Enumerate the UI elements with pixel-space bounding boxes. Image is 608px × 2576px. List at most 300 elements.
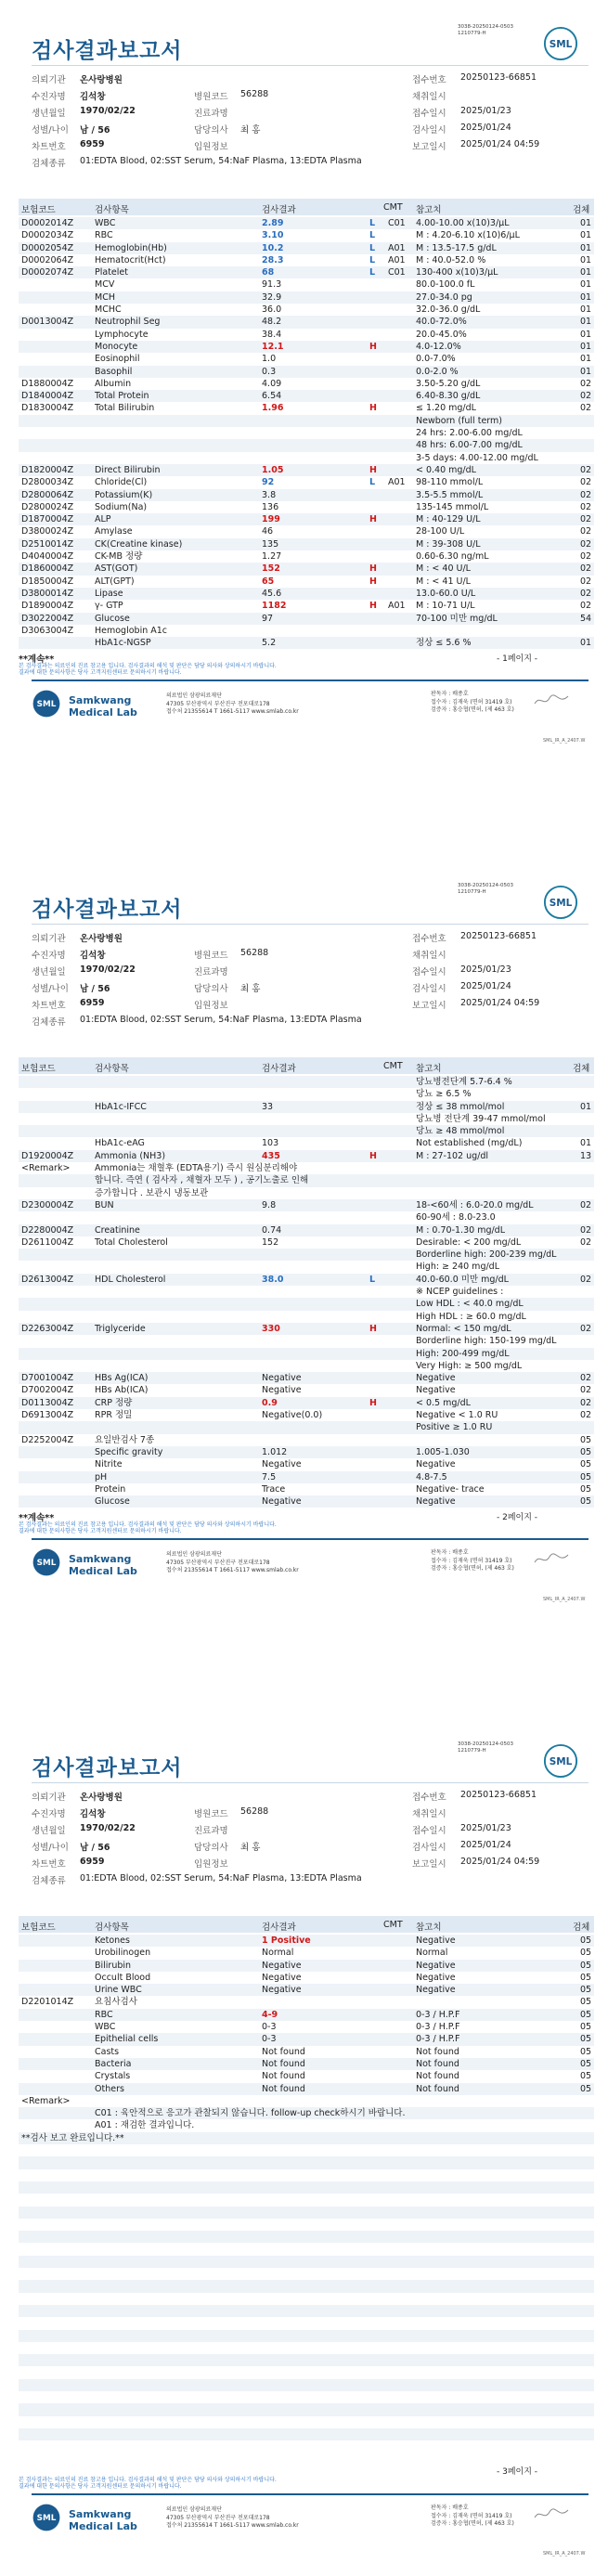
specimen-code: 05 bbox=[580, 1483, 592, 1495]
test-result: Negative bbox=[262, 1496, 302, 1508]
patient-info bbox=[32, 931, 589, 1033]
test-result: 152 bbox=[262, 1236, 279, 1248]
divider bbox=[32, 680, 589, 681]
test-item: Direct Bilirubin bbox=[95, 464, 161, 475]
receipt-date-value: 2025/01/23 bbox=[460, 1823, 511, 1833]
table-row bbox=[19, 1360, 594, 1372]
table-row bbox=[19, 1935, 594, 1947]
test-result: 2.89 bbox=[262, 218, 284, 228]
table-row bbox=[19, 242, 594, 254]
table-row bbox=[19, 390, 594, 402]
specimen-code: 01 bbox=[580, 1138, 592, 1149]
reference-range: 1.005-1.030 bbox=[416, 1446, 470, 1457]
table-row bbox=[19, 1471, 594, 1483]
sign-line-1: 판독자 : 배종호 bbox=[431, 2505, 469, 2511]
ward-label: 입원정보 bbox=[194, 1859, 228, 1870]
document-id: SML_IR_A_2407.W bbox=[543, 738, 586, 744]
signatories bbox=[431, 2505, 514, 2529]
reference-range: 당뇨 ≥ 6.5 % bbox=[416, 1089, 472, 1100]
chart-value: 56288 bbox=[240, 89, 269, 99]
insurance-code: <Remark> bbox=[21, 2095, 71, 2106]
page-number: - 3페이지 - bbox=[497, 2467, 538, 2477]
table-row bbox=[19, 538, 594, 550]
signatories bbox=[431, 691, 514, 715]
reference-range: 0.0-2.0 % bbox=[416, 366, 459, 377]
specimen-code: 05 bbox=[580, 1459, 592, 1470]
insurance-code: D2510014Z bbox=[21, 538, 74, 550]
specimen-code: 01 bbox=[580, 366, 592, 377]
specimen-code: 02 bbox=[580, 391, 592, 402]
receipt-date-value: 2025/01/23 bbox=[460, 964, 511, 975]
test-item: Basophil bbox=[95, 366, 133, 377]
specimen-code: 02 bbox=[580, 514, 592, 525]
sml-logo-icon bbox=[32, 1547, 61, 1577]
table-row bbox=[19, 525, 594, 537]
test-result: 38.4 bbox=[262, 329, 282, 340]
reference-range: 0-3 / H.P.F bbox=[416, 2022, 460, 2033]
reference-range: 정상 ≤ 38 mmol/mol bbox=[416, 1101, 505, 1112]
specimen-value: 01:EDTA Blood, 02:SST Serum, 54:NaF Plasma, 13:EDTA Plasma bbox=[80, 1015, 362, 1025]
reference-range: Not found bbox=[416, 2046, 459, 2057]
col-unit: 검체 bbox=[573, 205, 590, 215]
footer-logo-text: SML bbox=[36, 1559, 57, 1569]
test-item: Bacteria bbox=[95, 2058, 132, 2069]
org-value: 온사랑병원 bbox=[80, 75, 123, 85]
reference-range: Normal bbox=[416, 1948, 448, 1959]
table-row bbox=[19, 2132, 594, 2144]
reference-range: 정상 ≤ 5.6 % bbox=[416, 638, 472, 649]
test-result: 1 Positive bbox=[262, 1935, 311, 1946]
receipt-date-label: 접수일시 bbox=[412, 967, 446, 977]
test-date-label: 검사일시 bbox=[412, 984, 446, 994]
patient-label: 수진자명 bbox=[32, 1809, 66, 1819]
insurance-code: D7002004Z bbox=[21, 1385, 74, 1396]
reference-range: Borderline high: 200-239 mg/dL bbox=[416, 1249, 557, 1261]
report-date-label: 보고일시 bbox=[412, 1001, 446, 1011]
table-row bbox=[19, 2317, 594, 2329]
table-row bbox=[19, 353, 594, 365]
test-item: MCV bbox=[95, 279, 115, 291]
insurance-code: D1830004Z bbox=[21, 403, 74, 414]
test-item: Hemoglobin(Hb) bbox=[95, 242, 167, 253]
sex-value: 남 / 56 bbox=[80, 1843, 110, 1853]
table-row bbox=[19, 378, 594, 390]
reference-range: 70-100 미만 mg/dL bbox=[416, 613, 498, 624]
table-row bbox=[19, 2083, 594, 2095]
sign-line-3: 검증자 : 홍승협(면허, (제 463 호) bbox=[431, 2520, 514, 2527]
test-item: Ketones bbox=[95, 1935, 130, 1946]
table-row bbox=[19, 550, 594, 563]
reference-range: M : 40-129 U/L bbox=[416, 514, 481, 525]
collect-label: 채취일시 bbox=[412, 1809, 446, 1819]
test-item: Glucose bbox=[95, 613, 130, 624]
reference-range: 18-<60세 : 6.0-20.0 mg/dL bbox=[416, 1199, 534, 1210]
sign-line-2: 접수자 : 김재욱 (면허 31419 호) bbox=[431, 698, 512, 705]
table-row bbox=[19, 304, 594, 316]
table-row bbox=[19, 1335, 594, 1347]
reference-range: M : 40.0-52.0 % bbox=[416, 254, 486, 265]
test-result: Negative bbox=[262, 1960, 302, 1971]
insurance-code: D4040004Z bbox=[21, 551, 74, 563]
receipt-no-value: 20250123-66851 bbox=[460, 931, 537, 941]
results-table bbox=[19, 1076, 594, 1508]
insurance-code: D1840004Z bbox=[21, 391, 74, 402]
table-row bbox=[19, 1286, 594, 1298]
reference-range: Negative bbox=[416, 1985, 456, 1996]
document-id: SML_IR_A_2407.W bbox=[543, 2551, 586, 2557]
specimen-code: 02 bbox=[580, 1274, 592, 1285]
test-result: 4.09 bbox=[262, 378, 282, 389]
table-row bbox=[19, 2231, 594, 2243]
brand-line-1: Samkwang bbox=[69, 2508, 132, 2520]
insurance-code: D1920004Z bbox=[21, 1150, 74, 1161]
sign-line-1: 판독자 : 배종호 bbox=[431, 691, 469, 697]
test-result: 0-3 bbox=[262, 2034, 277, 2045]
specimen-code: 01 bbox=[580, 638, 592, 649]
test-item: ALP bbox=[95, 514, 111, 525]
test-item: 요침사검사 bbox=[95, 1997, 137, 2008]
report-date-label: 보고일시 bbox=[412, 142, 446, 152]
table-row bbox=[19, 229, 594, 241]
test-result: 45.6 bbox=[262, 588, 282, 599]
results-table bbox=[19, 217, 594, 649]
table-row bbox=[19, 1984, 594, 1996]
specimen-label: 검체종류 bbox=[32, 1017, 66, 1028]
footnote: 본 검사결과는 의료인의 진료 참고용 입니다. 검사결과의 해석 및 판단은 담당 의사와 상의하시기 바랍니다. 결과에 대한 문의사항은 당사 고객지원센터로 문의하시기 바랍니다. bbox=[19, 1521, 277, 1534]
table-row bbox=[19, 1446, 594, 1458]
chartno-value: 6959 bbox=[80, 139, 105, 149]
receipt-date-value: 2025/01/23 bbox=[460, 106, 511, 116]
insurance-code: D1850004Z bbox=[21, 576, 74, 587]
test-result: Trace bbox=[262, 1483, 286, 1495]
insurance-code: D0002034Z bbox=[21, 230, 74, 241]
table-row bbox=[19, 489, 594, 501]
col-result: 검사결과 bbox=[262, 1922, 296, 1933]
test-result: 0.74 bbox=[262, 1224, 282, 1236]
table-row bbox=[19, 2021, 594, 2033]
table-row bbox=[19, 254, 594, 266]
specimen-code: 01 bbox=[580, 267, 592, 278]
specimen-code: 02 bbox=[580, 551, 592, 563]
sex-label: 성별/나이 bbox=[32, 125, 69, 136]
table-row bbox=[19, 1088, 594, 1100]
reference-range: ≤ 1.20 mg/dL bbox=[416, 403, 476, 414]
test-item: Urobilinogen bbox=[95, 1948, 151, 1959]
reference-range: 27.0-34.0 pg bbox=[416, 291, 472, 303]
insurance-code: D2613004Z bbox=[21, 1274, 74, 1285]
table-row bbox=[19, 217, 594, 229]
test-item: Hemoglobin A1c bbox=[95, 625, 168, 636]
test-result: 65 bbox=[262, 576, 275, 587]
reference-range: 32.0-36.0 g/dL bbox=[416, 304, 481, 316]
specimen-code: 01 bbox=[580, 230, 592, 241]
continued-mark: **계속** bbox=[19, 654, 55, 665]
test-date-label: 검사일시 bbox=[412, 125, 446, 136]
doctor-value: 최 홍 bbox=[240, 984, 261, 994]
reference-range: High: ≥ 240 mg/dL bbox=[416, 1262, 499, 1273]
insurance-code: D3800024Z bbox=[21, 526, 74, 537]
insurance-code: D2201014Z bbox=[21, 1997, 74, 2008]
reference-range: Negative bbox=[416, 1960, 456, 1971]
test-result: Not found bbox=[262, 2058, 305, 2069]
insurance-code: **검사 보고 완료입니다.** bbox=[21, 2132, 124, 2143]
table-row bbox=[19, 1125, 594, 1137]
table-row bbox=[19, 2366, 594, 2378]
result-flag: H bbox=[369, 1397, 377, 1408]
org-label: 의뢰기관 bbox=[32, 75, 66, 85]
collect-label: 채취일시 bbox=[412, 92, 446, 102]
reference-range: 98-110 mmol/L bbox=[416, 477, 484, 488]
test-item: RBC bbox=[95, 2009, 113, 2020]
report-title: 검사결과보고서 bbox=[32, 898, 183, 922]
test-item: CK-MB 정량 bbox=[95, 551, 143, 563]
receipt-date-label: 접수일시 bbox=[412, 109, 446, 119]
document-id: SML_IR_A_2407.W bbox=[543, 1597, 586, 1602]
test-result: 135 bbox=[262, 538, 279, 550]
test-result: 3.8 bbox=[262, 489, 277, 500]
reference-range: 135-145 mmol/L bbox=[416, 501, 489, 512]
table-row bbox=[19, 1483, 594, 1495]
specimen-code: 01 bbox=[580, 254, 592, 265]
specimen-code: 05 bbox=[580, 1496, 592, 1508]
test-result: 12.1 bbox=[262, 341, 284, 352]
reference-range: 당뇨병전단계 5.7-6.4 % bbox=[416, 1077, 512, 1087]
specimen-code: 01 bbox=[580, 341, 592, 352]
table-row bbox=[19, 2391, 594, 2403]
test-item: Neutrophil Seg bbox=[95, 317, 161, 328]
brand-line-1: Samkwang bbox=[69, 1553, 132, 1565]
test-result: 10.2 bbox=[262, 242, 284, 253]
reference-range: 0-3 / H.P.F bbox=[416, 2034, 460, 2045]
insurance-code: D1880004Z bbox=[21, 378, 74, 389]
report-page-2 bbox=[0, 859, 608, 1717]
table-row bbox=[19, 1323, 594, 1335]
specimen-code: 02 bbox=[580, 464, 592, 475]
dept-label: 진료과명 bbox=[194, 1826, 228, 1836]
reference-range: M : 39-308 U/L bbox=[416, 538, 481, 550]
reference-range: Low HDL : < 40.0 mg/dL bbox=[416, 1299, 524, 1310]
org-value: 온사랑병원 bbox=[80, 1793, 123, 1803]
test-date-value: 2025/01/24 bbox=[460, 1840, 511, 1850]
table-row bbox=[19, 1409, 594, 1421]
address bbox=[166, 693, 299, 717]
reference-range: M : 10-71 U/L bbox=[416, 601, 475, 612]
result-flag: L bbox=[369, 254, 376, 265]
specimen-value: 01:EDTA Blood, 02:SST Serum, 54:NaF Plasma, 13:EDTA Plasma bbox=[80, 1873, 362, 1883]
test-item: CK(Creatine kinase) bbox=[95, 538, 183, 550]
specimen-code: 02 bbox=[580, 588, 592, 599]
table-row bbox=[19, 1236, 594, 1249]
result-flag: L bbox=[369, 242, 376, 253]
table-row bbox=[19, 1298, 594, 1310]
table-row bbox=[19, 2268, 594, 2280]
test-item: C01 : 육안적으로 응고가 관찰되지 않습니다. follow-up check하시기 바랍니다. bbox=[95, 2108, 406, 2119]
table-row bbox=[19, 1434, 594, 1446]
org-label: 의뢰기관 bbox=[32, 1793, 66, 1803]
sml-logo-icon bbox=[32, 689, 61, 718]
table-row bbox=[19, 1960, 594, 1972]
reference-range: Negative- trace bbox=[416, 1483, 485, 1495]
test-item: CRP 정량 bbox=[95, 1397, 133, 1408]
specimen-code: 01 bbox=[580, 291, 592, 303]
test-item: Lipase bbox=[95, 588, 123, 599]
specimen-code: 02 bbox=[580, 1224, 592, 1236]
reference-range: M : 0.70-1.30 mg/dL bbox=[416, 1224, 505, 1236]
result-flag: H bbox=[369, 514, 377, 525]
patient-label: 수진자명 bbox=[32, 92, 66, 102]
receipt-no-label: 접수번호 bbox=[412, 75, 446, 85]
chart-value: 56288 bbox=[240, 948, 269, 958]
test-result: 0-3 bbox=[262, 2022, 277, 2033]
test-result: 152 bbox=[262, 563, 280, 575]
table-row bbox=[19, 637, 594, 649]
org-value: 온사랑병원 bbox=[80, 934, 123, 944]
footer-logo-text: SML bbox=[36, 700, 57, 710]
table-row bbox=[19, 2033, 594, 2045]
table-row bbox=[19, 2403, 594, 2415]
result-flag: L bbox=[369, 218, 376, 228]
table-row bbox=[19, 476, 594, 488]
test-result: 46 bbox=[262, 526, 274, 537]
sign-line-2: 접수자 : 김재욱 (면허 31419 호) bbox=[431, 1557, 512, 1564]
col-unit: 검체 bbox=[573, 1064, 590, 1074]
table-row bbox=[19, 2354, 594, 2366]
table-row bbox=[19, 1076, 594, 1088]
table-row bbox=[19, 1249, 594, 1261]
comment-code: A01 bbox=[388, 242, 406, 253]
test-result: 4-9 bbox=[262, 2009, 278, 2020]
test-item: A01 : 재검한 결과입니다. bbox=[95, 2120, 195, 2131]
table-row bbox=[19, 1224, 594, 1236]
reference-range: 40.0-60.0 미만 mg/dL bbox=[416, 1274, 509, 1285]
col-code: 보험코드 bbox=[21, 205, 56, 215]
test-result: Negative bbox=[262, 1373, 302, 1384]
insurance-code: D0002014Z bbox=[21, 218, 74, 228]
specimen-code: 01 bbox=[580, 329, 592, 340]
specimen-code: 01 bbox=[580, 317, 592, 328]
test-result: 1.012 bbox=[262, 1446, 288, 1457]
report-page-3 bbox=[0, 1717, 608, 2576]
receipt-no-label: 접수번호 bbox=[412, 934, 446, 944]
patient-info bbox=[32, 1790, 589, 1892]
footnote: 본 검사결과는 의료인의 진료 참고용 입니다. 검사결과의 해석 및 판단은 담당 의사와 상의하시기 바랍니다. 결과에 대한 문의사항은 당사 고객지원센터로 문의하시기 바랍니다. bbox=[19, 663, 277, 676]
table-row bbox=[19, 2046, 594, 2058]
collect-label: 채취일시 bbox=[412, 951, 446, 961]
sml-logo-icon bbox=[32, 2503, 61, 2532]
insurance-code: D1890004Z bbox=[21, 601, 74, 612]
insurance-code: D7001004Z bbox=[21, 1373, 74, 1384]
test-item: Bilirubin bbox=[95, 1960, 132, 1971]
specimen-code: 01 bbox=[580, 304, 592, 316]
reference-range: High: 200-499 mg/dL bbox=[416, 1348, 510, 1359]
test-result: 0.3 bbox=[262, 366, 277, 377]
insurance-code: D0002054Z bbox=[21, 242, 74, 253]
test-item: HBs Ab(ICA) bbox=[95, 1385, 149, 1396]
reference-range: Negative bbox=[416, 1972, 456, 1983]
table-row bbox=[19, 2144, 594, 2156]
insurance-code: <Remark> bbox=[21, 1163, 71, 1174]
specimen-code: 02 bbox=[580, 601, 592, 612]
chartno-label: 차트번호 bbox=[32, 1001, 66, 1011]
specimen-code: 02 bbox=[580, 501, 592, 512]
table-row bbox=[19, 625, 594, 637]
specimen-code: 05 bbox=[580, 1960, 592, 1971]
test-item: Total Protein bbox=[95, 391, 149, 402]
insurance-code: D3800014Z bbox=[21, 588, 74, 599]
chart-value: 56288 bbox=[240, 1806, 269, 1817]
comment-code: A01 bbox=[388, 254, 406, 265]
reference-range: 20.0-45.0% bbox=[416, 329, 467, 340]
insurance-code: D2800024Z bbox=[21, 501, 74, 512]
specimen-code: 05 bbox=[580, 1948, 592, 1959]
table-row bbox=[19, 402, 594, 414]
brand-name bbox=[69, 694, 137, 718]
result-flag: H bbox=[369, 1323, 377, 1334]
specimen-code: 02 bbox=[580, 1199, 592, 1210]
table-row bbox=[19, 2009, 594, 2021]
result-flag: L bbox=[369, 267, 376, 278]
result-flag: H bbox=[369, 601, 377, 612]
insurance-code: D0002064Z bbox=[21, 254, 74, 265]
brand-line-2: Medical Lab bbox=[69, 1565, 137, 1577]
table-row bbox=[19, 1162, 594, 1174]
table-row bbox=[19, 366, 594, 378]
specimen-code: 05 bbox=[580, 2046, 592, 2057]
result-flag: L bbox=[369, 1274, 376, 1285]
table-row bbox=[19, 1211, 594, 1223]
reference-range: Not found bbox=[416, 2083, 459, 2094]
sex-value: 남 / 56 bbox=[80, 125, 110, 136]
brand-line-1: Samkwang bbox=[69, 694, 132, 706]
insurance-code: D1870004Z bbox=[21, 514, 74, 525]
test-result: 32.9 bbox=[262, 291, 282, 303]
specimen-code: 02 bbox=[580, 1385, 592, 1396]
divider bbox=[32, 1782, 589, 1783]
test-item: Albumin bbox=[95, 378, 132, 389]
specimen-code: 02 bbox=[580, 1410, 592, 1421]
reference-range: 28-100 U/L bbox=[416, 526, 465, 537]
specimen-code: 05 bbox=[580, 1935, 592, 1946]
result-flag: L bbox=[369, 230, 376, 241]
reference-range: 6.40-8.30 g/dL bbox=[416, 391, 481, 402]
reference-range: 0.60-6.30 ng/mL bbox=[416, 551, 489, 563]
sml-logo-icon bbox=[543, 885, 578, 920]
reference-range: High HDL : ≥ 60.0 mg/dL bbox=[416, 1311, 526, 1322]
table-row bbox=[19, 1137, 594, 1149]
col-unit: 검체 bbox=[573, 1922, 590, 1933]
table-row bbox=[19, 576, 594, 588]
table-row bbox=[19, 266, 594, 278]
addr-line-3: 접수처 21355614 T 1661-5117 www.smlab.co.kr bbox=[166, 708, 299, 715]
footer bbox=[32, 1544, 589, 1588]
test-item: BUN bbox=[95, 1199, 114, 1210]
test-item: Total Cholesterol bbox=[95, 1236, 168, 1248]
table-row bbox=[19, 439, 594, 451]
test-result: 91.3 bbox=[262, 279, 282, 291]
test-result: 103 bbox=[262, 1138, 279, 1149]
table-row bbox=[19, 452, 594, 464]
chartno-value: 6959 bbox=[80, 1857, 105, 1867]
test-item: Others bbox=[95, 2083, 124, 2094]
test-result: 28.3 bbox=[262, 254, 284, 265]
reference-range: ※ NCEP guidelines : bbox=[416, 1287, 504, 1298]
test-result: 435 bbox=[262, 1150, 280, 1161]
specimen-code: 01 bbox=[580, 279, 592, 291]
sign-line-1: 판독자 : 배종호 bbox=[431, 1549, 469, 1556]
reference-range: Positive ≥ 1.0 RU bbox=[416, 1422, 493, 1433]
addr-line-2: 47305 부산광역시 부산진구 전포대로178 bbox=[166, 700, 270, 707]
table-row bbox=[19, 2293, 594, 2305]
